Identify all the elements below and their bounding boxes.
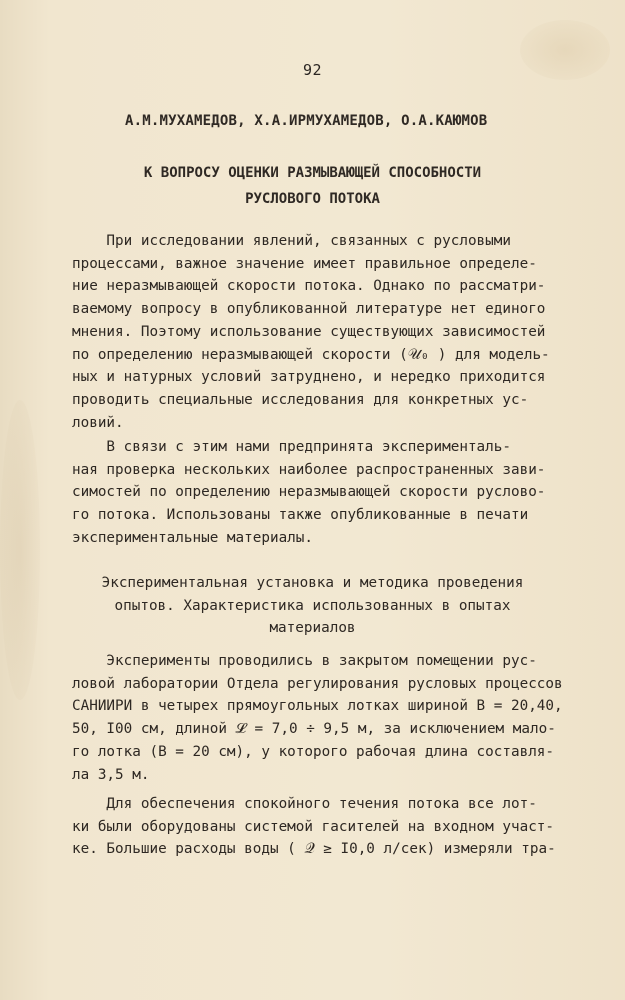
text-line: проводить специальные исследования для конкретных ус- xyxy=(72,391,529,408)
text-line: ки были оборудованы системой гасителей на входном участ- xyxy=(72,818,555,835)
title-line: РУСЛОВОГО ПОТОКА xyxy=(245,191,380,207)
paragraph-flow-equipment xyxy=(72,793,556,861)
text-line: экспериментальные материалы. xyxy=(72,529,314,546)
paragraph-experiments xyxy=(72,650,563,786)
page-number: 92 xyxy=(302,61,323,79)
title-line: К ВОПРОСУ ОЦЕНКИ РАЗМЫВАЮЩЕЙ СПОСОБНОСТИ xyxy=(143,165,482,181)
text-line: ловий. xyxy=(72,414,124,431)
text-line: ке. Большие расходы воды ( 𝒬 ≥ I0,0 л/сек) измеряли тра- xyxy=(72,841,556,858)
text-line: 50, I00 см, длиной 𝓛 = 7,0 ÷ 9,5 м, за исключением мало- xyxy=(72,721,556,738)
text-line: мнения. Поэтому использование существующих зависимостей xyxy=(72,323,546,340)
text-line: го потока. Использованы также опубликованные в печати xyxy=(72,507,529,524)
text-line: В связи с этим нами предпринята эксперименталь- xyxy=(72,439,511,455)
text-line: симостей по определению неразмывающей скорости руслово- xyxy=(72,484,546,501)
heading-line: опытов. Характеристика использованных в опытах xyxy=(114,597,511,614)
text-line: ных и натурных условий затруднено, и нередко приходится xyxy=(72,369,546,386)
heading-line: материалов xyxy=(269,620,356,636)
authors-line: А.М.МУХАМЕДОВ, Х.А.ИРМУХАМЕДОВ, О.А.КАЮМОВ xyxy=(125,113,488,129)
text-line: ваемому вопросу в опубликованной литературе нет единого xyxy=(72,301,546,318)
paragraph-intro xyxy=(72,230,550,434)
text-line: го лотка (В = 20 см), у которого рабочая длина составля- xyxy=(72,743,555,760)
heading-line: Экспериментальная установка и методика проведения xyxy=(101,575,524,591)
text-line: ловой лаборатории Отдела регулирования русловых процессов xyxy=(72,675,563,692)
text-line: по определению неразмывающей скорости (𝒰₀ ) для модель- xyxy=(72,346,550,363)
text-line: Эксперименты проводились в закрытом помещении рус- xyxy=(72,653,537,669)
text-line: процессами, важное значение имеет правильное определе- xyxy=(72,255,537,272)
text-line: ла 3,5 м. xyxy=(72,766,150,783)
text-line: ная проверка нескольких наиболее распространенных зави- xyxy=(72,461,546,478)
text-line: При исследовании явлений, связанных с русловыми xyxy=(72,233,511,249)
text-line: САНИИРИ в четырех прямоугольных лотках шириной В = 20,40, xyxy=(72,698,563,715)
paragraph-verification xyxy=(72,436,545,550)
article-title xyxy=(0,160,625,212)
section-heading xyxy=(0,572,625,640)
text-line: ние неразмывающей скорости потока. Однако по рассматри- xyxy=(72,278,546,295)
paper-stain xyxy=(0,400,40,700)
text-line: Для обеспечения спокойного течения потока все лот- xyxy=(72,796,537,812)
